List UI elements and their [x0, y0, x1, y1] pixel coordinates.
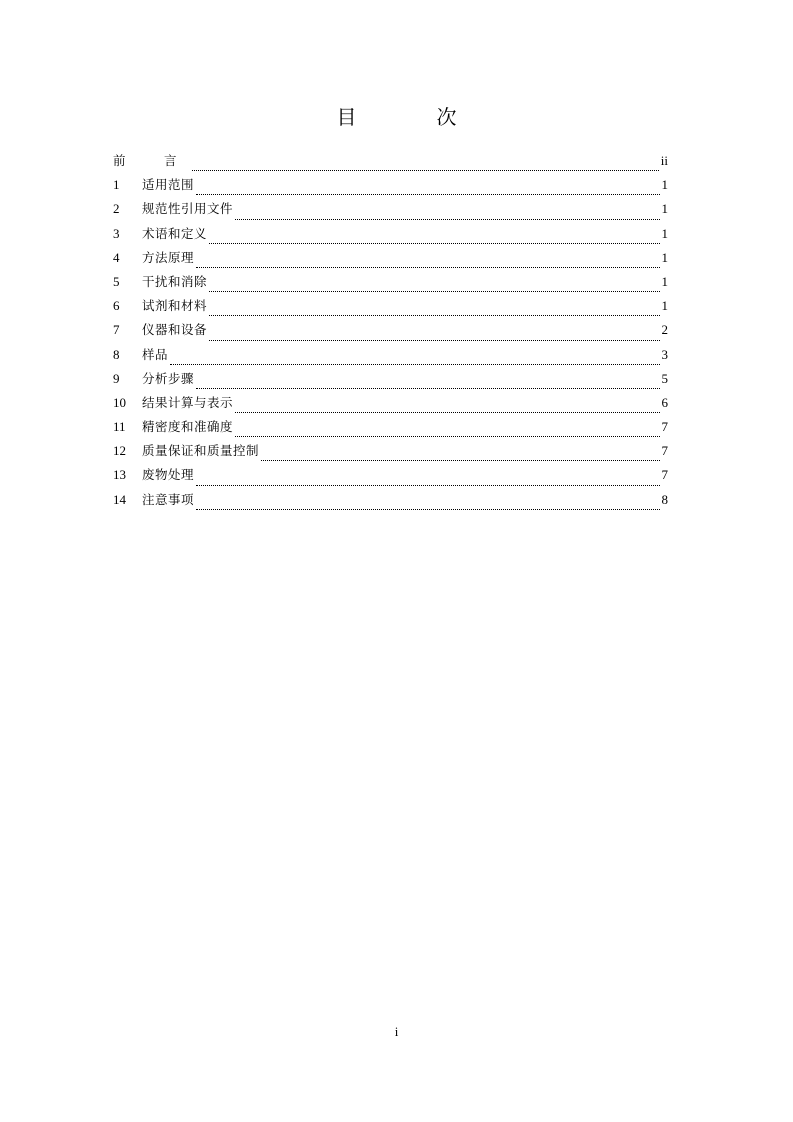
- toc-entry[interactable]: [113, 417, 668, 441]
- toc-entry-number: 13: [113, 467, 126, 483]
- toc-leader-dots: [235, 435, 659, 437]
- toc-entry-label: 适用范围: [142, 177, 195, 193]
- toc-entry-page: 7: [661, 443, 668, 459]
- toc-leader-dots: [209, 339, 659, 341]
- toc-entry-label: 样品: [142, 346, 169, 362]
- toc-entry-page: 7: [661, 419, 668, 435]
- toc-entry[interactable]: [113, 224, 668, 248]
- toc-leader-dots: [261, 459, 659, 461]
- toc-entry-label: 结果计算与表示: [142, 394, 234, 410]
- toc-entry-label: 分析步骤: [142, 370, 195, 386]
- toc-leader-dots: [209, 314, 659, 316]
- toc-entry-label: 前 言: [113, 153, 190, 168]
- toc-entry[interactable]: [113, 441, 668, 465]
- toc-entry-page: 1: [661, 249, 668, 265]
- toc-leader-dots: [209, 242, 659, 244]
- toc-entry-number: 2: [113, 201, 120, 217]
- toc-entry-label: 方法原理: [142, 249, 195, 265]
- toc-entry-label: 干扰和消除: [142, 273, 208, 289]
- toc-entry-page: ii: [660, 153, 668, 168]
- toc-entry-page: 3: [661, 346, 668, 362]
- toc-entry[interactable]: [113, 272, 668, 296]
- toc-leader-dots: [235, 218, 659, 220]
- toc-entry-number: 7: [113, 322, 120, 338]
- toc-entry[interactable]: [113, 393, 668, 417]
- toc-entry-label: 废物处理: [142, 467, 195, 483]
- toc-entry-page: 1: [661, 273, 668, 289]
- toc-entry-page: 6: [661, 394, 668, 410]
- toc-entry-page: 1: [661, 201, 668, 217]
- toc-entry-page: 1: [661, 225, 668, 241]
- toc-entry-number: 11: [113, 419, 126, 435]
- toc-entry[interactable]: [113, 175, 668, 199]
- toc-leader-dots: [170, 363, 659, 365]
- toc-entry-label: 注意事项: [142, 491, 195, 507]
- toc-entry-page: 2: [661, 322, 668, 338]
- toc-leader-dots: [196, 193, 659, 195]
- toc-entry-number: 14: [113, 491, 126, 507]
- toc-entry-number: 10: [113, 394, 126, 410]
- toc-entry-number: 5: [113, 273, 120, 289]
- toc-entry-page: 8: [661, 491, 668, 507]
- toc-leader-dots: [192, 169, 659, 171]
- toc-entry[interactable]: [113, 199, 668, 223]
- toc-entry-number: 9: [113, 370, 120, 386]
- toc-entry-number: 4: [113, 249, 120, 265]
- toc-entry-page: 1: [661, 298, 668, 314]
- toc-entry-label: 仪器和设备: [142, 322, 208, 338]
- toc-entry-page: 5: [661, 370, 668, 386]
- toc-entry[interactable]: [113, 465, 668, 489]
- toc-leader-dots: [235, 411, 659, 413]
- toc-entry[interactable]: [113, 490, 668, 514]
- toc-entry-number: 6: [113, 298, 120, 314]
- toc-entry-label: 精密度和准确度: [142, 419, 234, 435]
- toc-entry-label: 规范性引用文件: [142, 201, 234, 217]
- toc-entry-page: 1: [661, 177, 668, 193]
- toc-entry-label: 术语和定义: [142, 225, 208, 241]
- toc-entry-label: 质量保证和质量控制: [142, 443, 260, 459]
- toc-entry-number: 1: [113, 177, 120, 193]
- toc-title: 目 次: [336, 105, 487, 129]
- toc-entry-page: 7: [661, 467, 668, 483]
- page-number: i: [394, 1024, 399, 1039]
- toc-leader-dots: [209, 290, 659, 292]
- toc-entry-number: 12: [113, 443, 126, 459]
- toc-entry[interactable]: [113, 248, 668, 272]
- toc-entry-number: 8: [113, 346, 120, 362]
- toc-entry[interactable]: [113, 296, 668, 320]
- toc-list: [113, 151, 668, 514]
- toc-leader-dots: [196, 387, 659, 389]
- toc-leader-dots: [196, 508, 659, 510]
- toc-leader-dots: [196, 266, 659, 268]
- toc-entry[interactable]: [113, 369, 668, 393]
- toc-leader-dots: [196, 484, 659, 486]
- toc-entry[interactable]: [113, 320, 668, 344]
- toc-entry[interactable]: [113, 345, 668, 369]
- toc-entry-label: 试剂和材料: [142, 298, 208, 314]
- toc-entry-number: 3: [113, 225, 120, 241]
- toc-entry-preface[interactable]: [113, 151, 668, 175]
